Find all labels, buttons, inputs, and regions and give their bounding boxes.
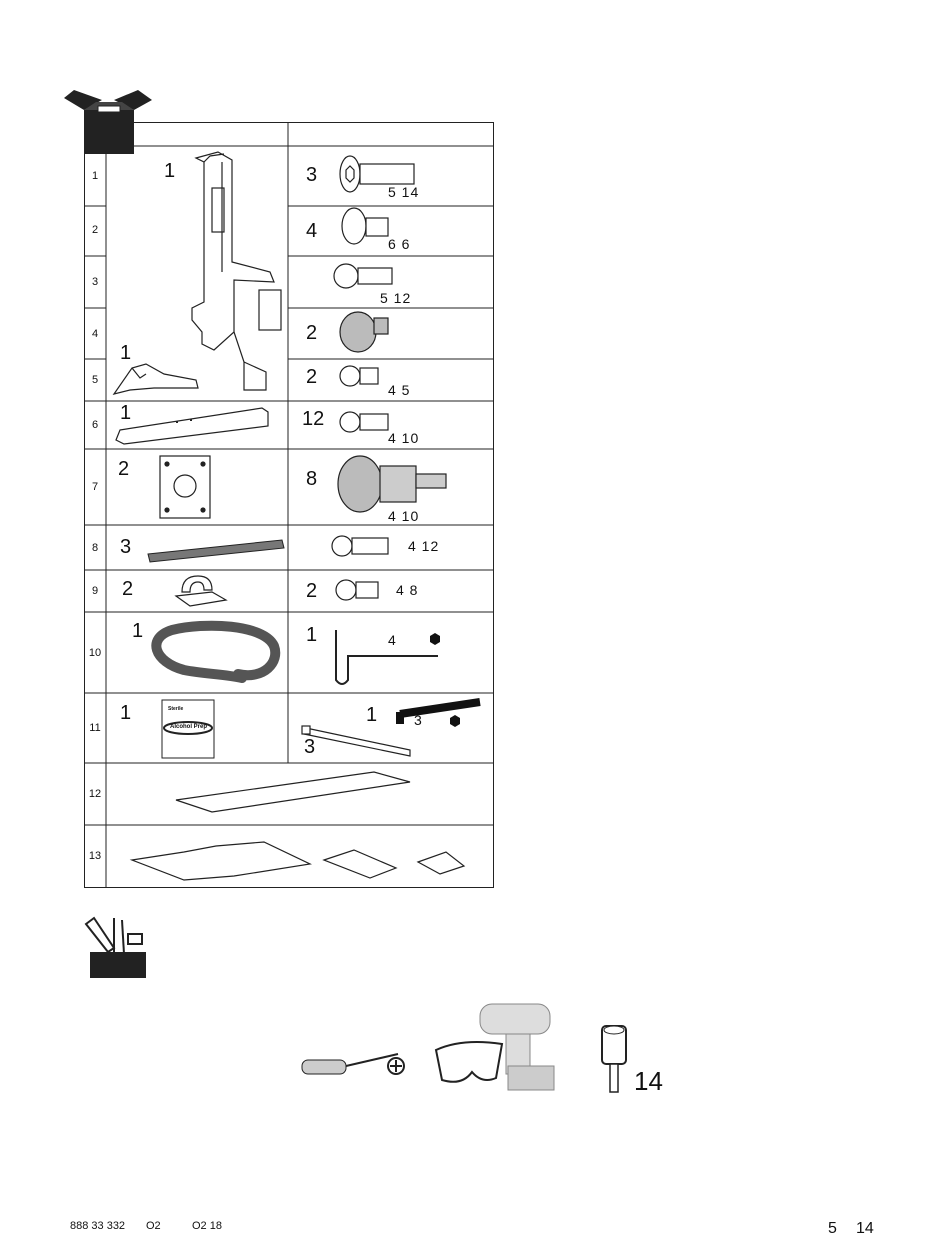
part-quantity: 1: [120, 342, 132, 364]
part-spec: 5 14: [388, 184, 420, 200]
part-quantity: 1: [164, 160, 176, 182]
part-quantity: 2: [122, 578, 134, 600]
part-spec: 3: [414, 712, 423, 728]
hex-key-small-drawing: [400, 702, 480, 727]
part-quantity: 2: [118, 458, 130, 480]
part-spec: 5 12: [380, 290, 412, 306]
row-number: 9: [91, 585, 99, 597]
hex-screw-drawing-r2: [342, 208, 388, 244]
socket-size: 14: [634, 1066, 663, 1096]
part-quantity: 3: [120, 536, 132, 558]
cable-hose-drawing: [156, 626, 275, 678]
shelf-plate-drawing: [132, 842, 310, 880]
row-number: 10: [88, 647, 102, 659]
part-quantity: 8: [306, 468, 318, 490]
row-number: 2: [91, 224, 99, 236]
row-number: 6: [91, 419, 99, 431]
part-quantity: 1: [132, 620, 144, 642]
base-foot-drawing: [114, 364, 198, 394]
safety-goggles-and-drill-icon: [432, 994, 562, 1094]
parts-table-grid: [84, 122, 494, 888]
row-number: 4: [91, 328, 99, 340]
monitor-arm-column-drawing: [192, 152, 281, 390]
wipe-label-sterile: Sterile: [168, 706, 184, 712]
cable-clip-drawing: [176, 576, 226, 606]
row-number: 13: [88, 850, 102, 862]
part-spec: 4 8: [396, 582, 419, 598]
row-number: 12: [88, 788, 102, 800]
part-quantity: 2: [306, 322, 318, 344]
zip-tie-drawing: [302, 726, 410, 756]
wipe-label-alcohol-prep: Alcohol Prep: [170, 724, 208, 730]
part-quantity: 1: [366, 704, 378, 726]
part-quantity: 1: [120, 402, 132, 424]
thumb-knob-drawing: [340, 312, 388, 352]
phillips-screw-drawing-r9: [336, 580, 378, 600]
part-quantity: 2: [306, 580, 318, 602]
row-number: 3: [91, 276, 99, 288]
vesa-plate-drawing: [160, 456, 210, 518]
bracket-drawing: [324, 850, 464, 878]
toolbox-icon: [84, 914, 154, 980]
rubber-strip-drawing: [148, 540, 284, 562]
part-spec: 6 6: [388, 236, 411, 252]
row-number: 11: [89, 722, 101, 734]
article-number: 888 33 332: [70, 1220, 126, 1232]
part-spec: 4 12: [408, 538, 440, 554]
row-number: 5: [91, 374, 99, 386]
long-plate-drawing: [176, 772, 410, 812]
support-bar-drawing: [116, 408, 268, 444]
revision: O2: [146, 1220, 161, 1232]
socket-wrench-icon: [600, 1024, 628, 1094]
knurled-knob-drawing: [338, 456, 446, 512]
part-quantity: 3: [306, 164, 318, 186]
page-number: 5: [828, 1220, 837, 1237]
part-quantity: 4: [306, 220, 318, 242]
part-quantity: 1: [120, 702, 132, 724]
row-number: 7: [91, 481, 99, 493]
phillips-screw-drawing-r5: [340, 366, 378, 386]
page-total: 14: [856, 1220, 874, 1237]
part-quantity: 12: [302, 408, 325, 430]
phillips-screw-drawing-r8: [332, 536, 388, 556]
part-spec: 4: [388, 632, 397, 648]
part-quantity: 2: [306, 366, 318, 388]
part-quantity: 3: [304, 736, 316, 758]
part-spec: 4 10: [388, 508, 420, 524]
phillips-screw-drawing-r6: [340, 412, 388, 432]
part-quantity: 1: [306, 624, 318, 646]
phillips-screw-drawing-r3: [334, 264, 392, 288]
row-number: 1: [91, 170, 99, 182]
revision-date: O2 18: [192, 1220, 222, 1232]
parts-table: [84, 122, 494, 888]
phillips-screwdriver-icon: [300, 1042, 410, 1078]
part-spec: 4 10: [388, 430, 420, 446]
row-number: 8: [91, 542, 99, 554]
part-spec: 4 5: [388, 382, 411, 398]
